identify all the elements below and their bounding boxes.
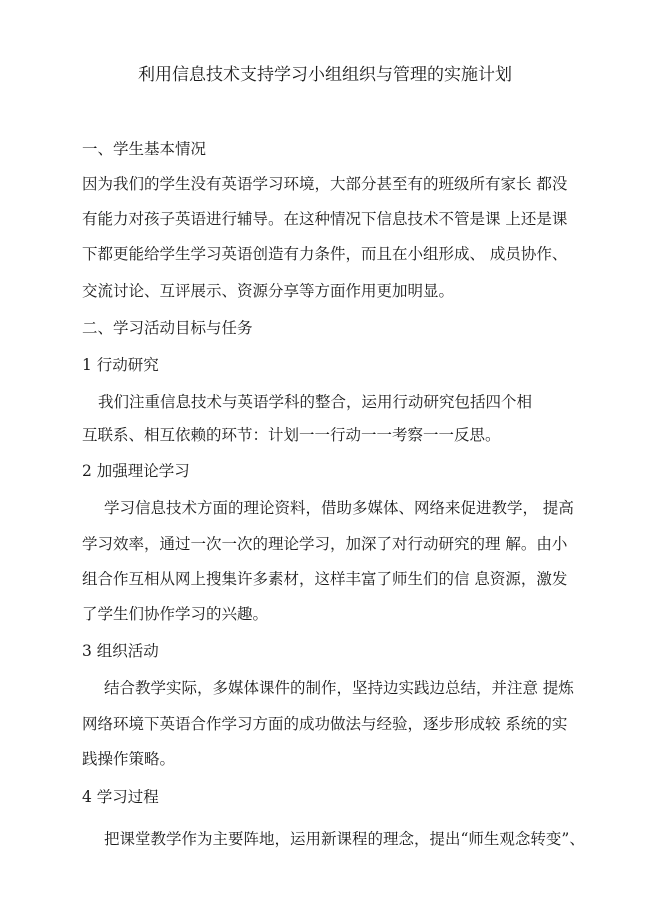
section1-paragraph-line: 有能力对孩子英语进行辅导。在这种情况下信息技术不管是课 上还是课 (82, 210, 568, 228)
sub2-paragraph-line: 了学生们协作学习的兴趣。 (82, 605, 269, 623)
section2-heading: 二、学习活动目标与任务 (82, 319, 253, 337)
sub1-paragraph-line: 我们注重信息技术与英语学科的整合，运用行动研究包括四个相 (98, 393, 533, 411)
section1-heading: 一、学生基本情况 (82, 140, 207, 158)
sub3-paragraph-line: 践操作策略。 (82, 750, 176, 768)
sub1-paragraph-line: 互联系、相互依赖的环节：计划一一行动一一考察一一反思。 (82, 426, 501, 444)
document-title: 利用信息技术支持学习小组组织与管理的实施计划 (138, 65, 512, 85)
sub1-heading: 1 行动研究 (82, 356, 159, 374)
sub3-heading: 3 组织活动 (82, 642, 159, 660)
sub3-paragraph-line: 结合教学实际，多媒体课件的制作，坚持边实践边总结，并注意 提炼 (104, 679, 574, 697)
sub2-heading: 2 加强理论学习 (82, 462, 190, 480)
sub3-paragraph-line: 网络环境下英语合作学习方面的成功做法与经验，逐步形成较 系统的实 (82, 715, 568, 733)
sub2-paragraph-line: 组合作互相从网上搜集许多素材，这样丰富了师生们的信 息资源，激发 (82, 570, 568, 588)
sub2-paragraph-line: 学习效率，通过一次一次的理论学习，加深了对行动研究的理 解。由小 (82, 535, 568, 553)
sub2-paragraph-line: 学习信息技术方面的理论资料，借助多媒体、网络来促进教学， 提高 (104, 499, 574, 517)
section1-paragraph-line: 下都更能给学生学习英语创造有力条件，而且在小组形成、 成员协作、 (82, 245, 568, 263)
section1-paragraph-line: 因为我们的学生没有英语学习环境，大部分甚至有的班级所有家长 都没 (82, 175, 568, 193)
sub4-paragraph-line: 把课堂教学作为主要阵地，运用新课程的理念，提出“师生观念转变”、 (104, 830, 585, 848)
section1-paragraph-line: 交流讨论、互评展示、资源分享等方面作用更加明显。 (82, 282, 455, 300)
sub4-heading: 4 学习过程 (82, 788, 159, 806)
